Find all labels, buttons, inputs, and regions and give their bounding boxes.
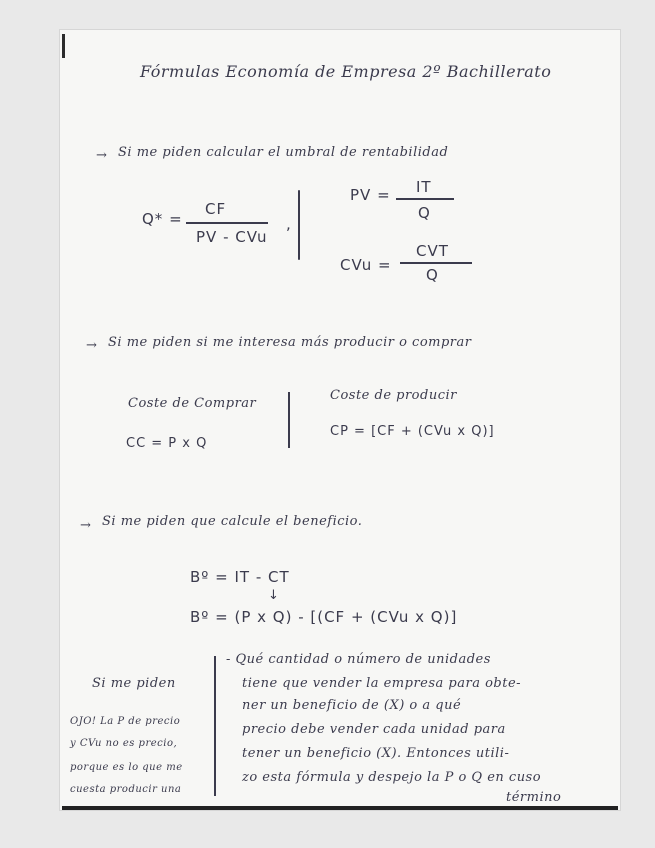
unit-cost-denominator: Q xyxy=(426,266,439,284)
produce-cost-heading: Coste de producir xyxy=(330,388,457,403)
price-denominator: Q xyxy=(418,204,431,222)
section2-text: Si me piden si me interesa más producir o comprar xyxy=(108,335,472,350)
page-bottom-edge xyxy=(62,806,618,810)
brace-line xyxy=(298,190,300,260)
breakeven-numerator: CF xyxy=(205,200,227,218)
question-line-5: tener un beneficio (X). Entonces utili- xyxy=(242,746,510,761)
question-line-3: ner un beneficio de (X) o a qué xyxy=(242,698,462,713)
section4-label: Si me piden xyxy=(92,676,176,691)
profit-formula-basic: Bº = IT - CT xyxy=(190,568,290,586)
page-title: Fórmulas Economía de Empresa 2º Bachillerato xyxy=(140,62,552,81)
price-numerator: IT xyxy=(416,178,432,196)
price-fraction-line xyxy=(396,198,454,200)
section1-text: Si me piden calcular el umbral de rentabilidad xyxy=(118,145,449,160)
section2-bullet: → xyxy=(86,338,98,353)
question-line-1: - Qué cantidad o número de unidades xyxy=(226,652,491,667)
breakeven-lhs: Q* = xyxy=(142,210,183,228)
note-line-3: porque es lo que me xyxy=(70,762,183,773)
note-line-2: y CVu no es precio, xyxy=(70,738,178,749)
price-lhs: PV = xyxy=(350,186,391,204)
question-line-2: tiene que vender la empresa para obte- xyxy=(242,676,522,691)
question-line-4: precio debe vender cada unidad para xyxy=(242,722,506,737)
breakeven-fraction-line xyxy=(186,222,268,224)
buy-cost-heading: Coste de Comprar xyxy=(128,396,257,411)
section3-bullet: → xyxy=(80,518,92,533)
question-line-7: término xyxy=(506,790,562,805)
note-line-1: OJO! La P de precio xyxy=(70,716,181,727)
buy-cost-formula: CC = P x Q xyxy=(126,436,208,451)
section3-text: Si me piden que calcule el beneficio. xyxy=(102,514,363,529)
page-edge-mark xyxy=(62,34,65,58)
profit-formula-expanded: Bº = (P x Q) - [(CF + (CVu x Q)] xyxy=(190,608,458,626)
unit-cost-lhs: CVu = xyxy=(340,256,392,274)
divider-line xyxy=(288,392,290,448)
unit-cost-numerator: CVT xyxy=(416,242,449,260)
down-arrow-icon: ↓ xyxy=(268,588,280,603)
comma-separator: , xyxy=(286,215,292,233)
question-line-6: zo esta fórmula y despejo la P o Q en cuso xyxy=(242,770,542,785)
section4-bracket xyxy=(214,656,216,796)
produce-cost-formula: CP = [CF + (CVu x Q)] xyxy=(330,424,495,439)
breakeven-denominator: PV - CVu xyxy=(196,228,268,246)
note-line-4: cuesta producir una xyxy=(70,784,182,795)
unit-cost-fraction-line xyxy=(400,262,472,264)
section1-bullet: → xyxy=(96,148,108,163)
